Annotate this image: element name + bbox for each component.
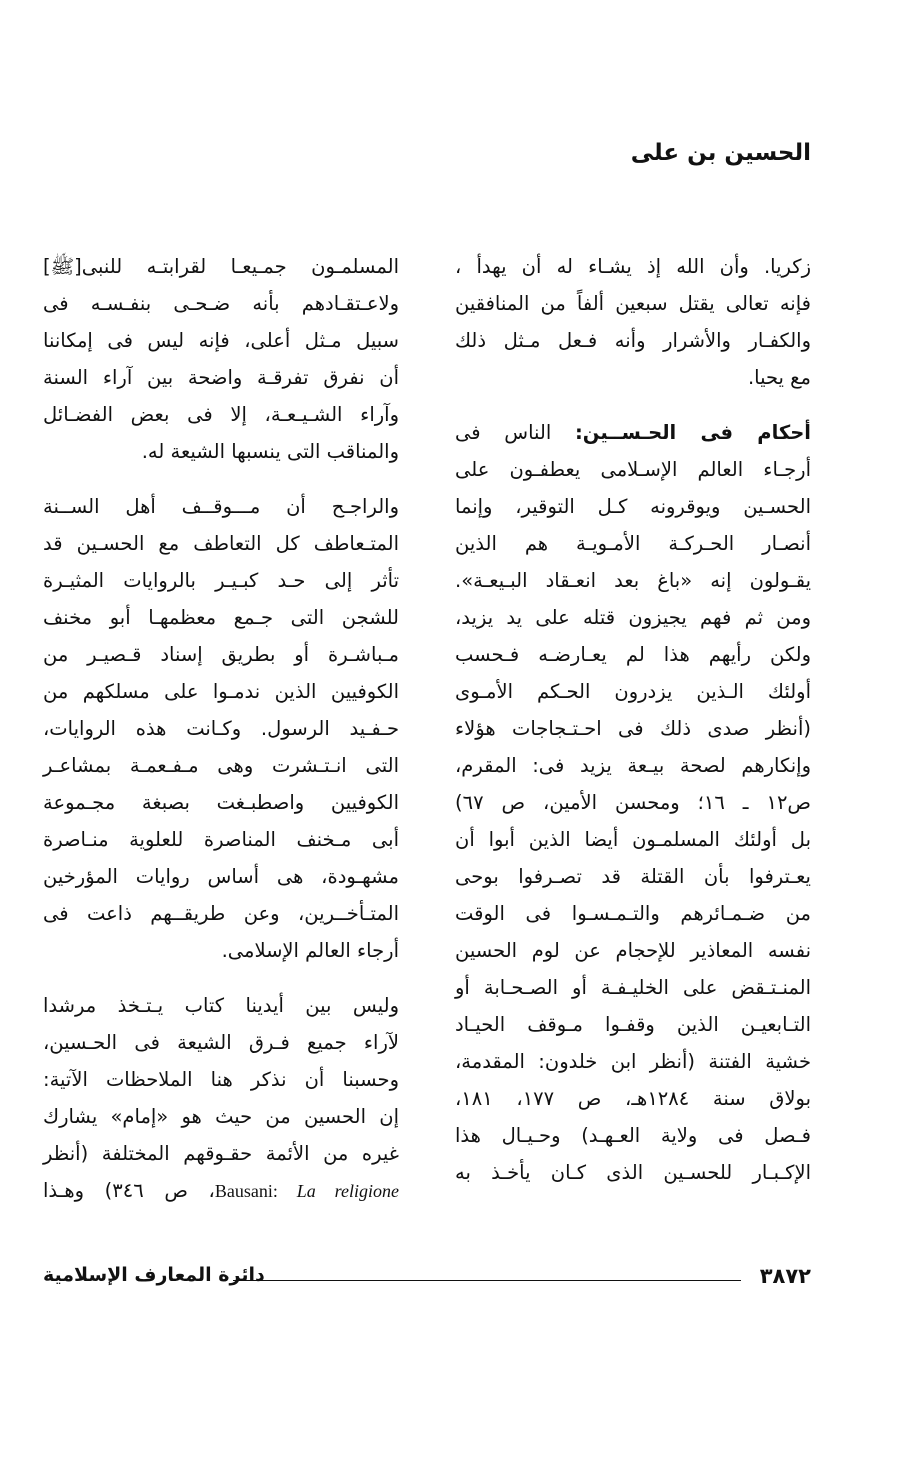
text-line: المتـأخــرين، وعن طريقــهم ذاعت فى (43, 902, 399, 925)
text-line: يعـترفوا بأن القتلة قد تصـرفوا بوحى (455, 865, 811, 888)
text-line: أنصـار الحـركـة الأمـويـة هم الذين (455, 532, 811, 555)
citation-latin (215, 1181, 399, 1201)
text-line: أولئك الـذين يزدرون الحـكم الأمـوى (455, 680, 811, 703)
paragraph (43, 488, 399, 969)
text-line: أرجـاء العالم الإسـلامى يعطفـون على (455, 458, 811, 481)
paragraph (455, 248, 811, 396)
page-number: ٣٨٧٢ (759, 1264, 811, 1288)
text-line: ولاعـتقـادهم بأنه ضـحـى بنفـسـه فى (43, 292, 399, 315)
text-line: نفسه المعاذير للإحجام عن لوم الحسين (455, 939, 811, 962)
text-line: فـصل فى ولاية العـهـد) وحـيـال هذا (455, 1124, 811, 1147)
text-line: المنـتـقض على الخليـفـة أو الصـحـابة أو (455, 976, 811, 999)
text-line: وحسبنا أن نذكر هنا الملاحظات الآتية: (43, 1068, 399, 1091)
text-line (43, 1172, 399, 1210)
text-line: غيره من الأئمة حقـوقهم المختلفة (أنظر (43, 1142, 399, 1165)
running-header-title: الحسين بن على (630, 140, 811, 166)
text-line: والكفـار والأشرار وأنه فـعل مـثل ذلك (455, 329, 811, 352)
text-line: لآراء جميع فـرق الشيعة فى الحـسين، (43, 1031, 399, 1054)
text-line: فإنه تعالى يقتل سبعين ألفاً من المنافقين (455, 292, 811, 315)
text-line: الكوفيين الذين ندمـوا على مسلكهم من (43, 680, 399, 703)
text-line: التى انـتـشرت وهى مـفـعمـة بمشاعـر (43, 754, 399, 777)
text-line: ص١٢ ـ ١٦؛ ومحسن الأمين، ص ٦٧) (455, 791, 811, 814)
paragraph (43, 248, 399, 470)
section-heading: أحكام فى الحـســين: (575, 421, 811, 444)
text-line: من ضـمـائرهم والتـمـسـوا فى الوقت (455, 902, 811, 925)
text-line: المسلمـون جمـيعـا لقرابتـه للنبى[ﷺ] (43, 255, 399, 278)
text-line: مع يحيا. (747, 366, 811, 389)
text-line: للشجن التى جـمع معظمهـا أبو مخنف (43, 606, 399, 629)
footer-rule (233, 1280, 741, 1281)
text-line: أبى مـخنف المناصرة للعلوية منـاصرة (43, 828, 399, 851)
right-text-column (455, 248, 811, 1209)
text-line: أن نفرق تفرقـة واضحة بين آراء السنة (43, 366, 399, 389)
journal-title: دائرة المعارف الإسلامية (43, 1264, 265, 1286)
citation-author: Bausani: (214, 1181, 278, 1201)
text-fragment: ، ص ٣٤٦) وهـذا (43, 1179, 215, 1202)
text-line: (أنظر صدى ذلك فى احـتـجاجات هؤلاء (455, 717, 811, 740)
text-line: يقـولون إنه «باغ بعد انعـقاد البـيعـة». (455, 569, 811, 592)
text-line: ومن ثم فهم يجيزون قتله على يد يزيد، (455, 606, 811, 629)
text-line: الحسـين ويوقرونه كـل التوقير، وإنما (455, 495, 811, 518)
text-line: الكوفيين واصطبـغت بصبغة مجـموعة (43, 791, 399, 814)
text-line: ولكن رأيهم هذا لم يعـارضـه فـحسب (455, 643, 811, 666)
text-line: إن الحسين من حيث هو «إمام» يشارك (43, 1105, 399, 1128)
text-line: بولاق سنة ١٢٨٤هـ، ص ١٧٧، ١٨١، (455, 1087, 812, 1110)
text-line: التـابعيـن الذين وقفـوا مـوقف الحيـاد (455, 1013, 811, 1036)
paragraph (43, 987, 399, 1210)
page-footer (43, 1264, 811, 1294)
text-line: وآراء الشـيـعـة، إلا فى بعض الفضـائل (43, 403, 399, 426)
text-line: حـفـيد الرسول. وكـانت هذه الروايات، (43, 717, 399, 740)
text-line: مشهـودة، هى أساس روايات المؤرخين (43, 865, 399, 888)
text-line: خشية الفتنة (أنظر ابن خلدون: المقدمة، (455, 1050, 811, 1073)
text-line: زكريا. وأن الله إذ يشـاء له أن يهدأ ، (455, 255, 811, 278)
left-text-column (43, 248, 399, 1228)
text-line: سبيل مـثل أعلى، فإنه ليس فى إمكاننا (43, 329, 399, 352)
text-line: والراجـح أن مـــوقــف أهل الســنة (43, 495, 399, 518)
text-line: المتـعاطف كل التعاطف مع الحسـين قد (43, 532, 399, 555)
text-line: بل أولئك المسلمـون أيضا الذين أبوا أن (455, 828, 811, 851)
text-line: وإنكارهم لصحة بيـعة يزيد فى: المقرم، (455, 754, 811, 777)
text-line: أرجاء العالم الإسلامى. (221, 939, 399, 962)
text-line: الإكـبـار للحسـين الذى كـان يأخـذ به (455, 1161, 811, 1184)
text-line: والمناقب التى ينسبها الشيعة له. (141, 440, 399, 463)
text-line: تأثر إلى حـد كبـيـر بالروايات المثيـرة (43, 569, 399, 592)
text-line (455, 414, 811, 451)
text-line: مـباشـرة أو بطريق إسناد قـصيـر من (43, 643, 399, 666)
text-line: وليس بين أيدينا كتاب يـتـخذ مرشدا (43, 994, 399, 1017)
citation-title: La religione (296, 1181, 399, 1201)
paragraph (455, 414, 811, 1191)
text-fragment: الناس فى (455, 421, 552, 444)
